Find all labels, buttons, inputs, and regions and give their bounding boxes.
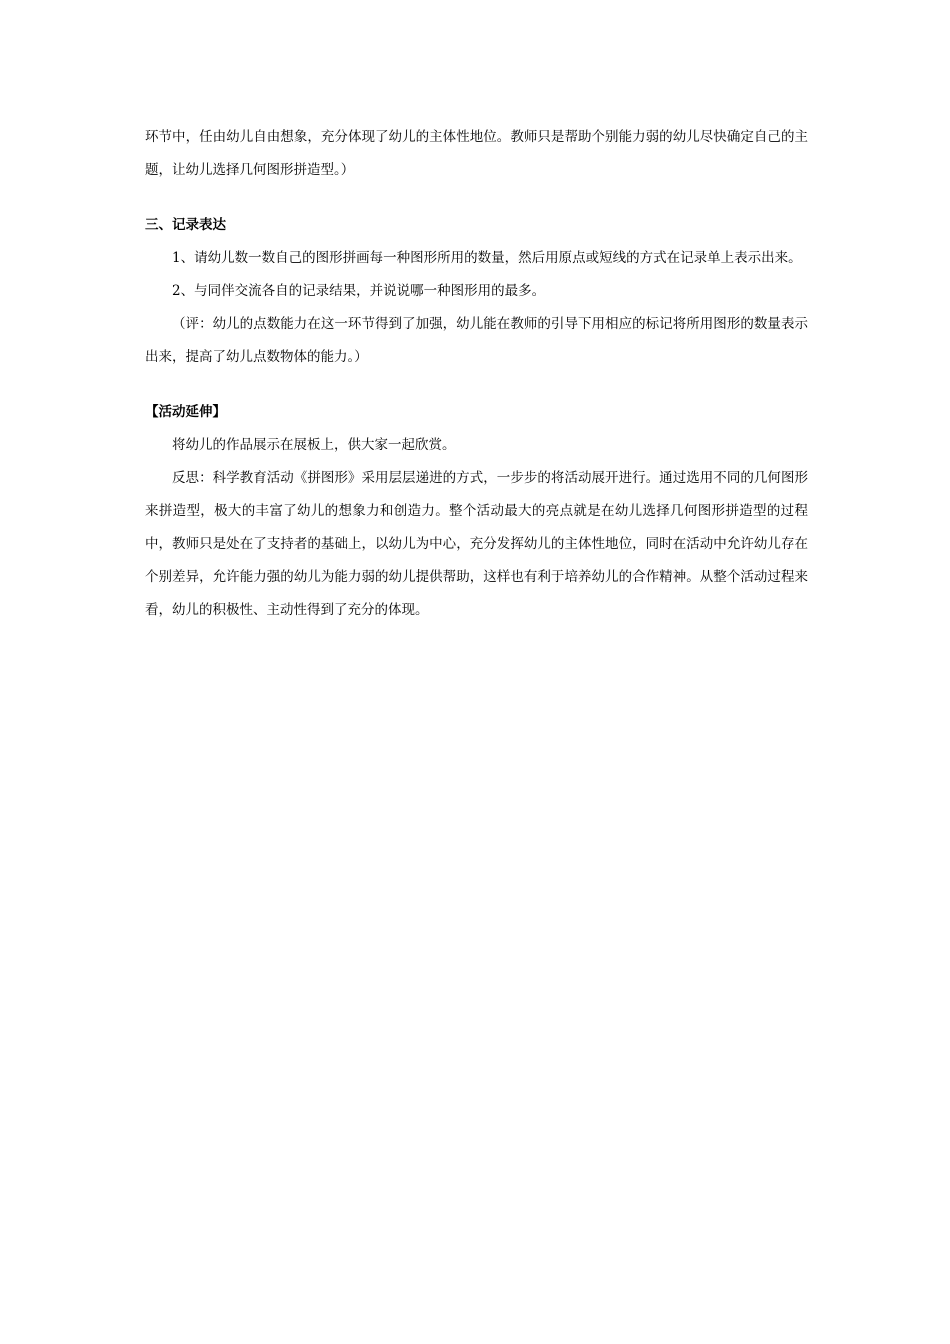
intro-paragraph: 环节中，任由幼儿自由想象，充分体现了幼儿的主体性地位。教师只是帮助个别能力弱的幼儿尽快确定自己的主题，让幼儿选择几何图形拼造型。） — [145, 129, 808, 178]
section-heading-record: 三、记录表达 — [145, 217, 226, 233]
extension-paragraph: 将幼儿的作品展示在展板上，供大家一起欣赏。 — [172, 437, 456, 453]
section-gap — [145, 187, 808, 209]
section-gap — [145, 374, 808, 396]
section-heading-extension: 【活动延伸】 — [145, 404, 226, 420]
section-comment: （评：幼儿的点数能力在这一环节得到了加强，幼儿能在教师的引导下用相应的标记将所用图形的数量表示出来，提高了幼儿点数物体的能力。） — [145, 316, 808, 365]
section-item-2: 2、与同伴交流各自的记录结果，并说说哪一种图形用的最多。 — [172, 283, 546, 299]
section-item-1: 1、请幼儿数一数自己的图形拼画每一种图形所用的数量，然后用原点或短线的方式在记录单上表示出来。 — [172, 250, 802, 266]
reflection-paragraph: 反思：科学教育活动《拼图形》采用层层递进的方式，一步步的将活动展开进行。通过选用不同的几何图形来拼造型，极大的丰富了幼儿的想象力和创造力。整个活动最大的亮点就是在幼儿选择几何图形拼造型的过程中，教师只是处在了支持者的基础上，以幼儿为中心，充分发挥幼儿的主体性地位，同时在活动中允许幼儿存在个别差异，允许能力强的幼儿为能力弱的幼儿提供帮助，这样也有利于培养幼儿的合作精神。从整个活动过程来看，幼儿的积极性、主动性得到了充分的体现。 — [145, 470, 808, 618]
document-body — [145, 121, 808, 627]
